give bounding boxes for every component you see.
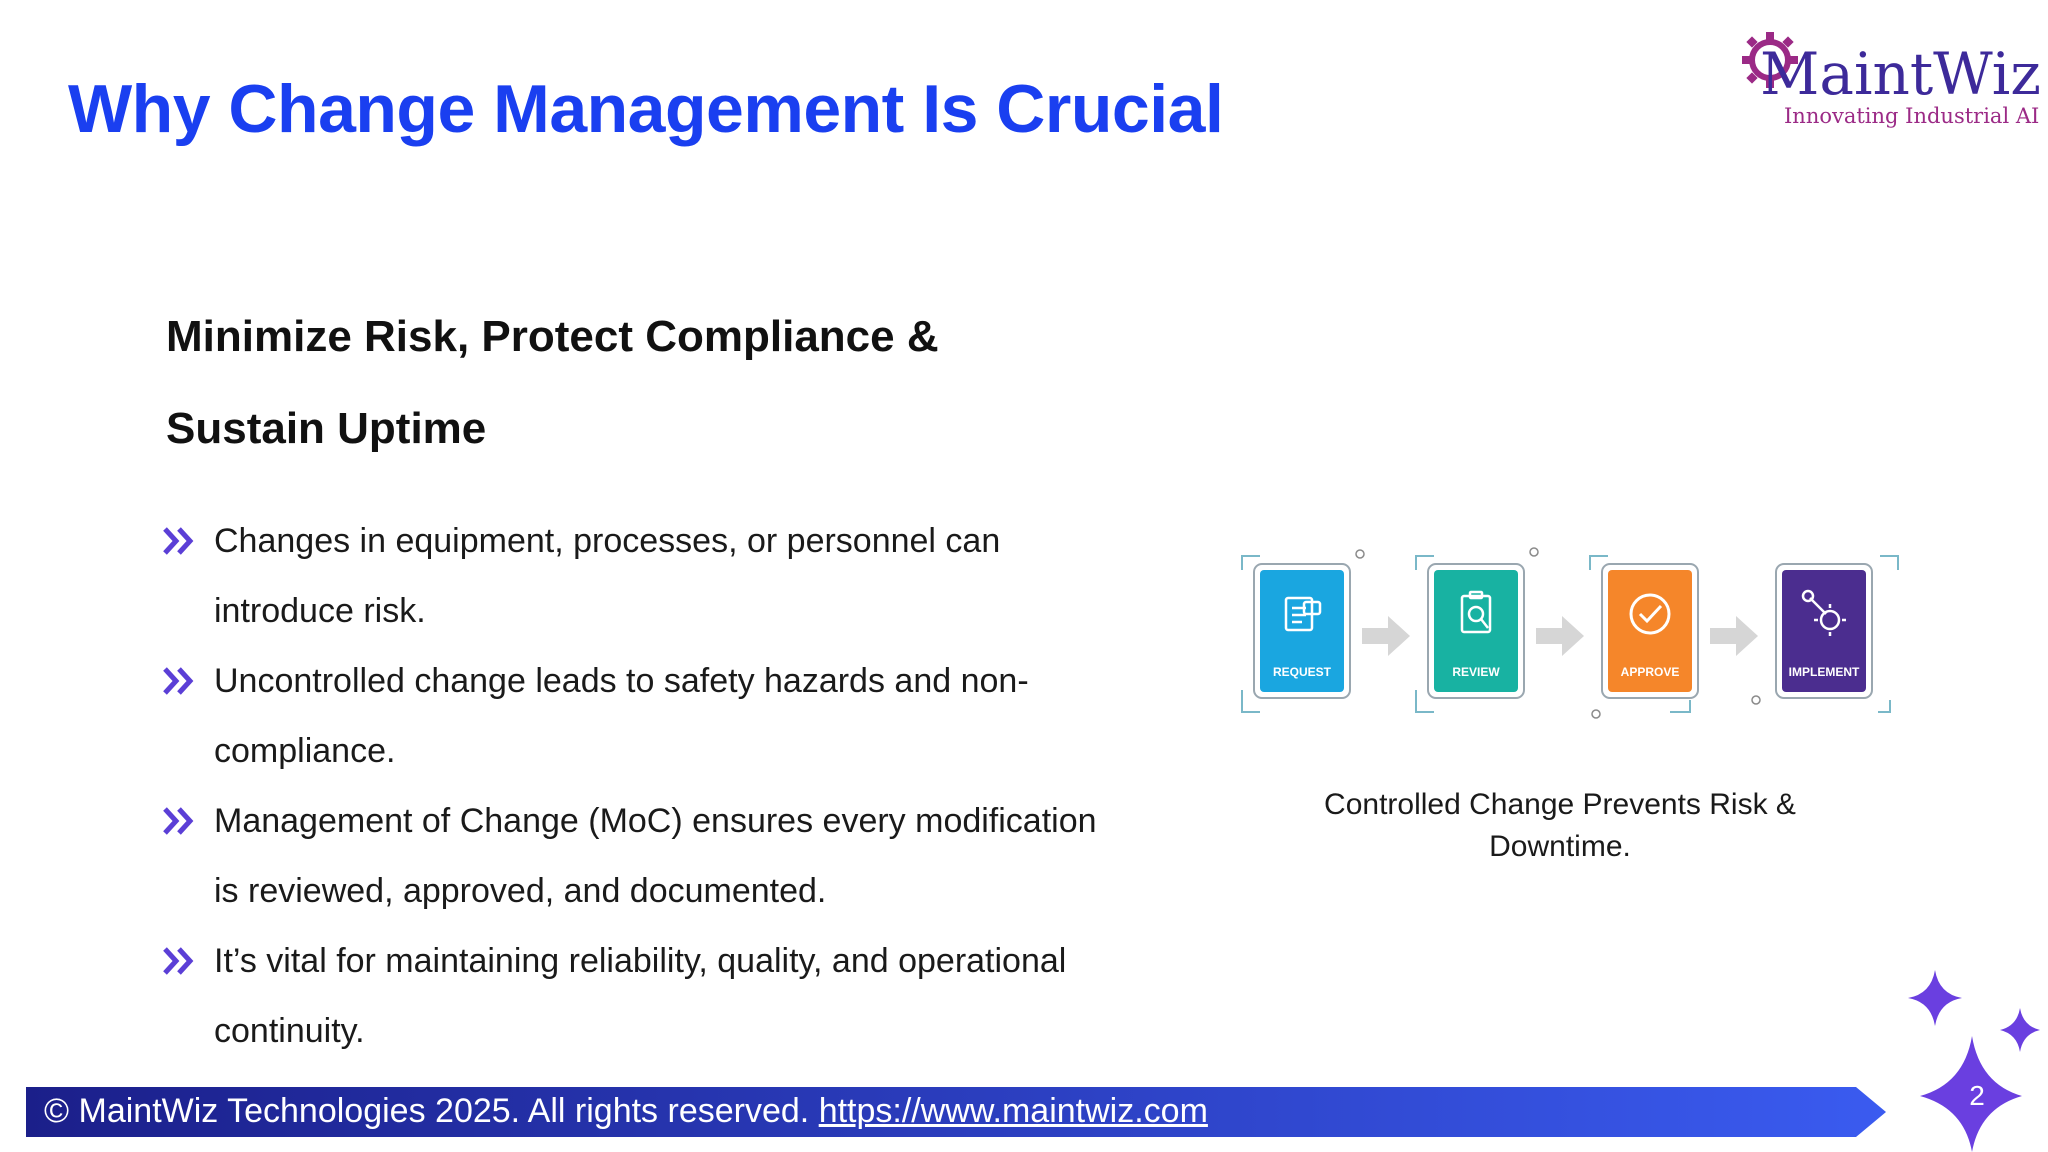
step-request bbox=[1254, 564, 1350, 698]
arrow-icon bbox=[1362, 616, 1410, 656]
logo-wordmark: MaintWiz bbox=[1760, 40, 2041, 108]
step-label: REQUEST bbox=[1272, 665, 1332, 679]
bullet-3-line-1: Management of Change (MoC) ensures every modification bbox=[214, 802, 1097, 840]
arrow-icon bbox=[1536, 616, 1584, 656]
logo-tagline: Innovating Industrial AI bbox=[1784, 104, 2040, 128]
bullet-2-line-2: compliance. bbox=[214, 732, 396, 770]
subheading-line-2: Sustain Uptime bbox=[166, 404, 487, 453]
step-label: APPROVE bbox=[1620, 665, 1680, 679]
step-approve bbox=[1602, 564, 1698, 698]
bullet-1-line-1: Changes in equipment, processes, or personnel can bbox=[214, 522, 1001, 560]
step-review bbox=[1428, 564, 1524, 698]
step-label: REVIEW bbox=[1452, 665, 1500, 679]
arrow-icon bbox=[1710, 616, 1758, 656]
footer-copyright: © MaintWiz Technologies 2025. All rights reserved. bbox=[44, 1092, 810, 1130]
change-process-flow bbox=[1230, 540, 1910, 730]
sparkle-icon bbox=[1890, 970, 2048, 1152]
subheading-line-1: Minimize Risk, Protect Compliance & bbox=[166, 312, 939, 361]
double-chevron-icon bbox=[162, 806, 196, 836]
footer-text bbox=[44, 1092, 1208, 1131]
bullet-2-line-1: Uncontrolled change leads to safety hazards and non- bbox=[214, 662, 1029, 700]
bullet-4-line-2: continuity. bbox=[214, 1012, 365, 1050]
bullet-1-line-2: introduce risk. bbox=[214, 592, 426, 630]
footer-link[interactable]: https://www.maintwiz.com bbox=[818, 1092, 1208, 1130]
double-chevron-icon bbox=[162, 946, 196, 976]
flow-caption: Controlled Change Prevents Risk & Downtime. bbox=[1324, 788, 1796, 863]
slide-title: Why Change Management Is Crucial bbox=[68, 71, 1224, 147]
double-chevron-icon bbox=[162, 666, 196, 696]
page-number: 2 bbox=[1969, 1080, 1985, 1111]
bullet-3-line-2: is reviewed, approved, and documented. bbox=[214, 872, 827, 910]
step-implement bbox=[1776, 564, 1872, 698]
bullet-4-line-1: It’s vital for maintaining reliability, quality, and operational bbox=[214, 942, 1067, 980]
double-chevron-icon bbox=[162, 526, 196, 556]
step-label: IMPLEMENT bbox=[1788, 665, 1860, 679]
